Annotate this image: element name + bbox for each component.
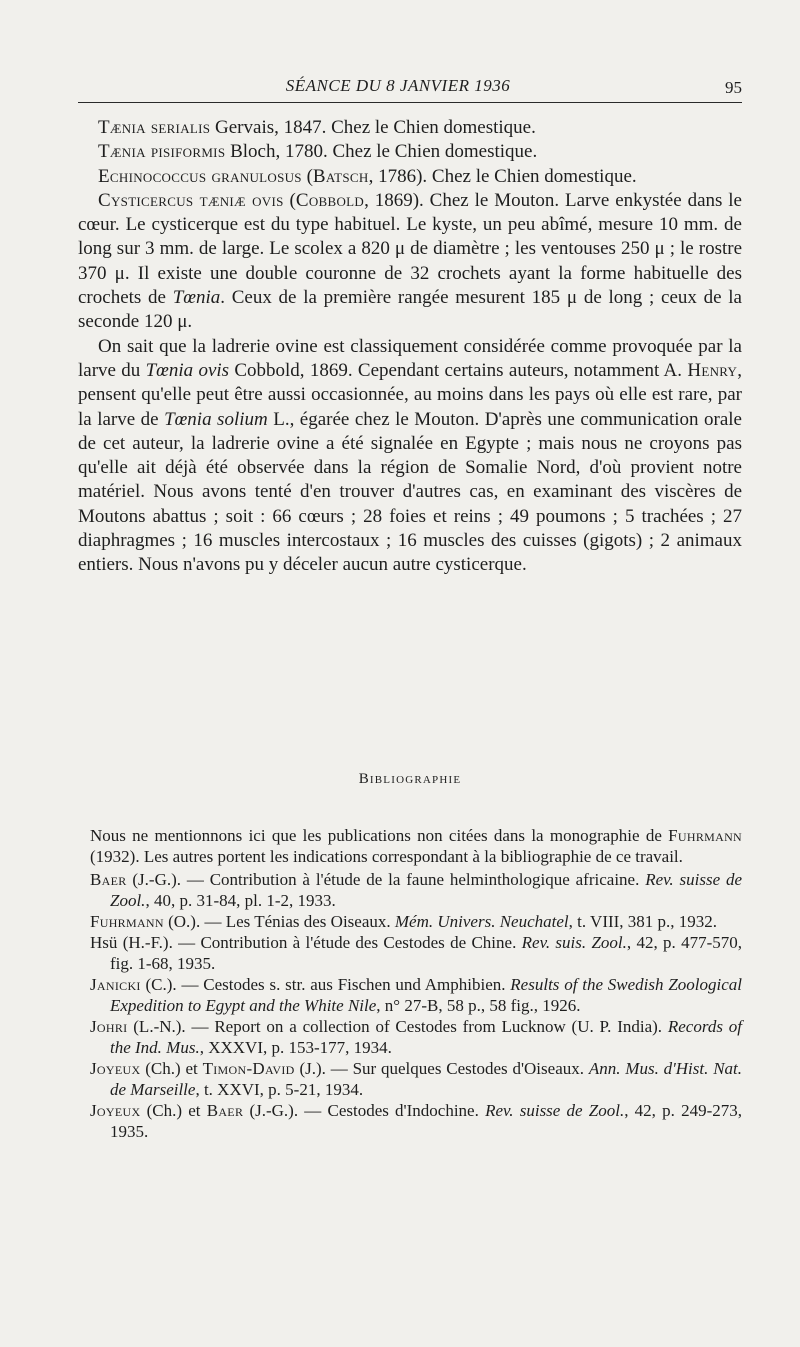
bibliography-entry <box>90 911 742 932</box>
bibliography-entry <box>90 1016 742 1058</box>
taxon-description: , 1869). Chez le Mouton. Larve enkystée dans le cœur. Le cysticerque est du type habituel. Le kyste, un peu abîmé, mesure 10 mm. de long sur 3 mm. de large. Le scolex a 820 μ de diamètre ; les ventouses 250 μ ; le rostre 370 μ. Il existe une double couronne de 32 crochets ayant la forme habituelle des crochets de <box>78 189 742 309</box>
bibliography-entry <box>90 974 742 1016</box>
taxon-description: ( <box>283 189 296 211</box>
taxon-author: Batsch <box>312 165 369 187</box>
entry-text: , n° 27-B, 58 p., 58 fig., 1926. <box>376 996 581 1015</box>
paragraph-text: , pensent qu'elle peut être aussi occasionnée, au moins dans les pays où elle est rare, par la larve de <box>78 359 742 430</box>
entry-author: Hsü <box>90 933 118 952</box>
entry-journal: Records of the Ind. Mus. <box>110 1017 742 1057</box>
entry-journal: Rev. suisse de Zool. <box>485 1101 625 1120</box>
bibliography-entry <box>90 932 742 974</box>
entry-text: (O.). — Les Ténias des Oiseaux. <box>163 912 395 931</box>
running-head <box>78 72 742 103</box>
taxon-entry <box>78 116 742 140</box>
taxon-author: Cobbold <box>295 189 365 211</box>
paragraph-text: On sait que la ladrerie ovine est classiquement considérée comme provoquée par la larve du <box>78 335 742 381</box>
entry-text: , 40, p. 31-84, pl. 1-2, 1933. <box>145 891 336 910</box>
entry-author: Baer <box>90 870 127 889</box>
page-number: 95 <box>725 78 742 97</box>
intro-text: (1932). Les autres portent les indications correspondant à la bibliographie de ce travail. <box>90 847 683 866</box>
genus-name: Tœnia <box>172 287 221 309</box>
running-title: SÉANCE DU 8 JANVIER 1936 <box>285 76 511 95</box>
entry-author: Janicki <box>90 975 141 994</box>
taxon-description: ( <box>301 165 313 187</box>
bibliography-entry <box>90 1058 742 1100</box>
entry-text: , XXXVI, p. 153-177, 1934. <box>199 1038 392 1057</box>
entry-journal: Rev. suisse de Zool. <box>110 870 742 910</box>
entry-journal: Rev. suis. Zool. <box>521 933 627 952</box>
taxon-description: . Ceux de la première rangée mesurent 185 μ de long ; ceux de la seconde 120 μ. <box>78 287 742 333</box>
intro-text: Nous ne mentionnons ici que les publications non citées dans la monographie de <box>90 826 669 845</box>
bibliography-entry <box>90 869 742 911</box>
entry-text: (L.-N.). — Report on a collection of Cestodes from Lucknow (U. P. India). <box>127 1017 668 1036</box>
taxon-description: Gervais, 1847. Chez le Chien domestique. <box>210 117 536 138</box>
bibliography-entry <box>90 1100 742 1142</box>
taxon-name: Cysticercus tæniæ ovis <box>98 189 284 211</box>
author-name: Fuhrmann <box>668 826 742 845</box>
species-name: Tœnia solium <box>164 408 268 430</box>
entry-text: , t. VIII, 381 p., 1932. <box>568 912 718 931</box>
bibliography-heading: Bibliographie <box>358 771 462 787</box>
entry-journal: Ann. Mus. d'Hist. Nat. de Marseille <box>110 1059 742 1099</box>
taxon-name: Tænia pisiformis <box>98 141 226 163</box>
species-name: Tœnia ovis <box>145 359 230 381</box>
entry-author: Johri <box>90 1017 128 1036</box>
entry-text: , 42, p. 249-273, 1935. <box>110 1101 742 1141</box>
taxon-name: Echinococcus granulosus <box>98 165 302 187</box>
paragraph-text: Cobbold, 1869. Cependant certains auteurs, notamment A. <box>229 359 688 381</box>
entry-journal: Mém. Univers. Neuchatel <box>394 912 569 931</box>
entry-text: (Ch.) et <box>140 1101 207 1120</box>
paragraph-text: L., égarée chez le Mouton. D'après une communication orale de cet auteur, la ladrerie ovine a été signalée en Egypte ; mais nous ne croyons pas qu'elle ait déjà été observée dans la région de Somalie Nord, d'où provient notre matériel. Nous avons tenté d'en trouver d'autres cas, en examinant des viscères de Moutons abattus ; soit : 66 cœurs ; 28 foies et reins ; 49 poumons ; 5 trachées ; 27 diaphragmes ; 16 muscles intercostaux ; 16 muscles des cuisses (gigots) ; 2 animaux entiers. Nous n'avons pu y déceler aucun autre cysticerque. <box>78 408 742 576</box>
taxon-entry <box>78 189 742 335</box>
entry-text: (J.-G.). — Contribution à l'étude de la faune helminthologique africaine. <box>126 870 646 889</box>
taxon-entry <box>78 165 742 189</box>
body-text <box>78 116 742 578</box>
bibliography-intro <box>90 825 742 867</box>
entry-text: , t. XXVI, p. 5-21, 1934. <box>195 1080 364 1099</box>
taxon-description: , 1786). Chez le Chien domestique. <box>368 165 637 187</box>
entry-journal: Results of the Swedish Zoological Expedition to Egypt and the White Nile <box>110 975 742 1015</box>
entry-text: (Ch.) et <box>140 1059 203 1078</box>
entry-author: Fuhrmann <box>90 912 164 931</box>
author-name: Henry <box>687 359 738 381</box>
entry-coauthor: Baer <box>206 1101 244 1120</box>
entry-author: Joyeux <box>90 1101 141 1120</box>
entry-text: (H.-F.). — Contribution à l'étude des Cestodes de Chine. <box>117 933 522 952</box>
entry-text: (J.-G.). — Cestodes d'Indochine. <box>243 1101 486 1120</box>
taxon-description: Bloch, 1780. Chez le Chien domestique. <box>225 141 538 163</box>
taxon-name: Tænia serialis <box>98 117 211 138</box>
entry-text: (C.). — Cestodes s. str. aus Fischen und Amphibien. <box>140 975 511 994</box>
entry-text: (J.). — Sur quelques Cestodes d'Oiseaux. <box>294 1059 589 1078</box>
entry-author: Joyeux <box>90 1059 141 1078</box>
discussion-paragraph <box>78 335 742 578</box>
bibliography <box>90 825 742 1142</box>
entry-text: , 42, p. 477-570, fig. 1-68, 1935. <box>110 933 742 973</box>
entry-coauthor: Timon-David <box>202 1059 295 1078</box>
taxon-entry <box>78 140 742 164</box>
